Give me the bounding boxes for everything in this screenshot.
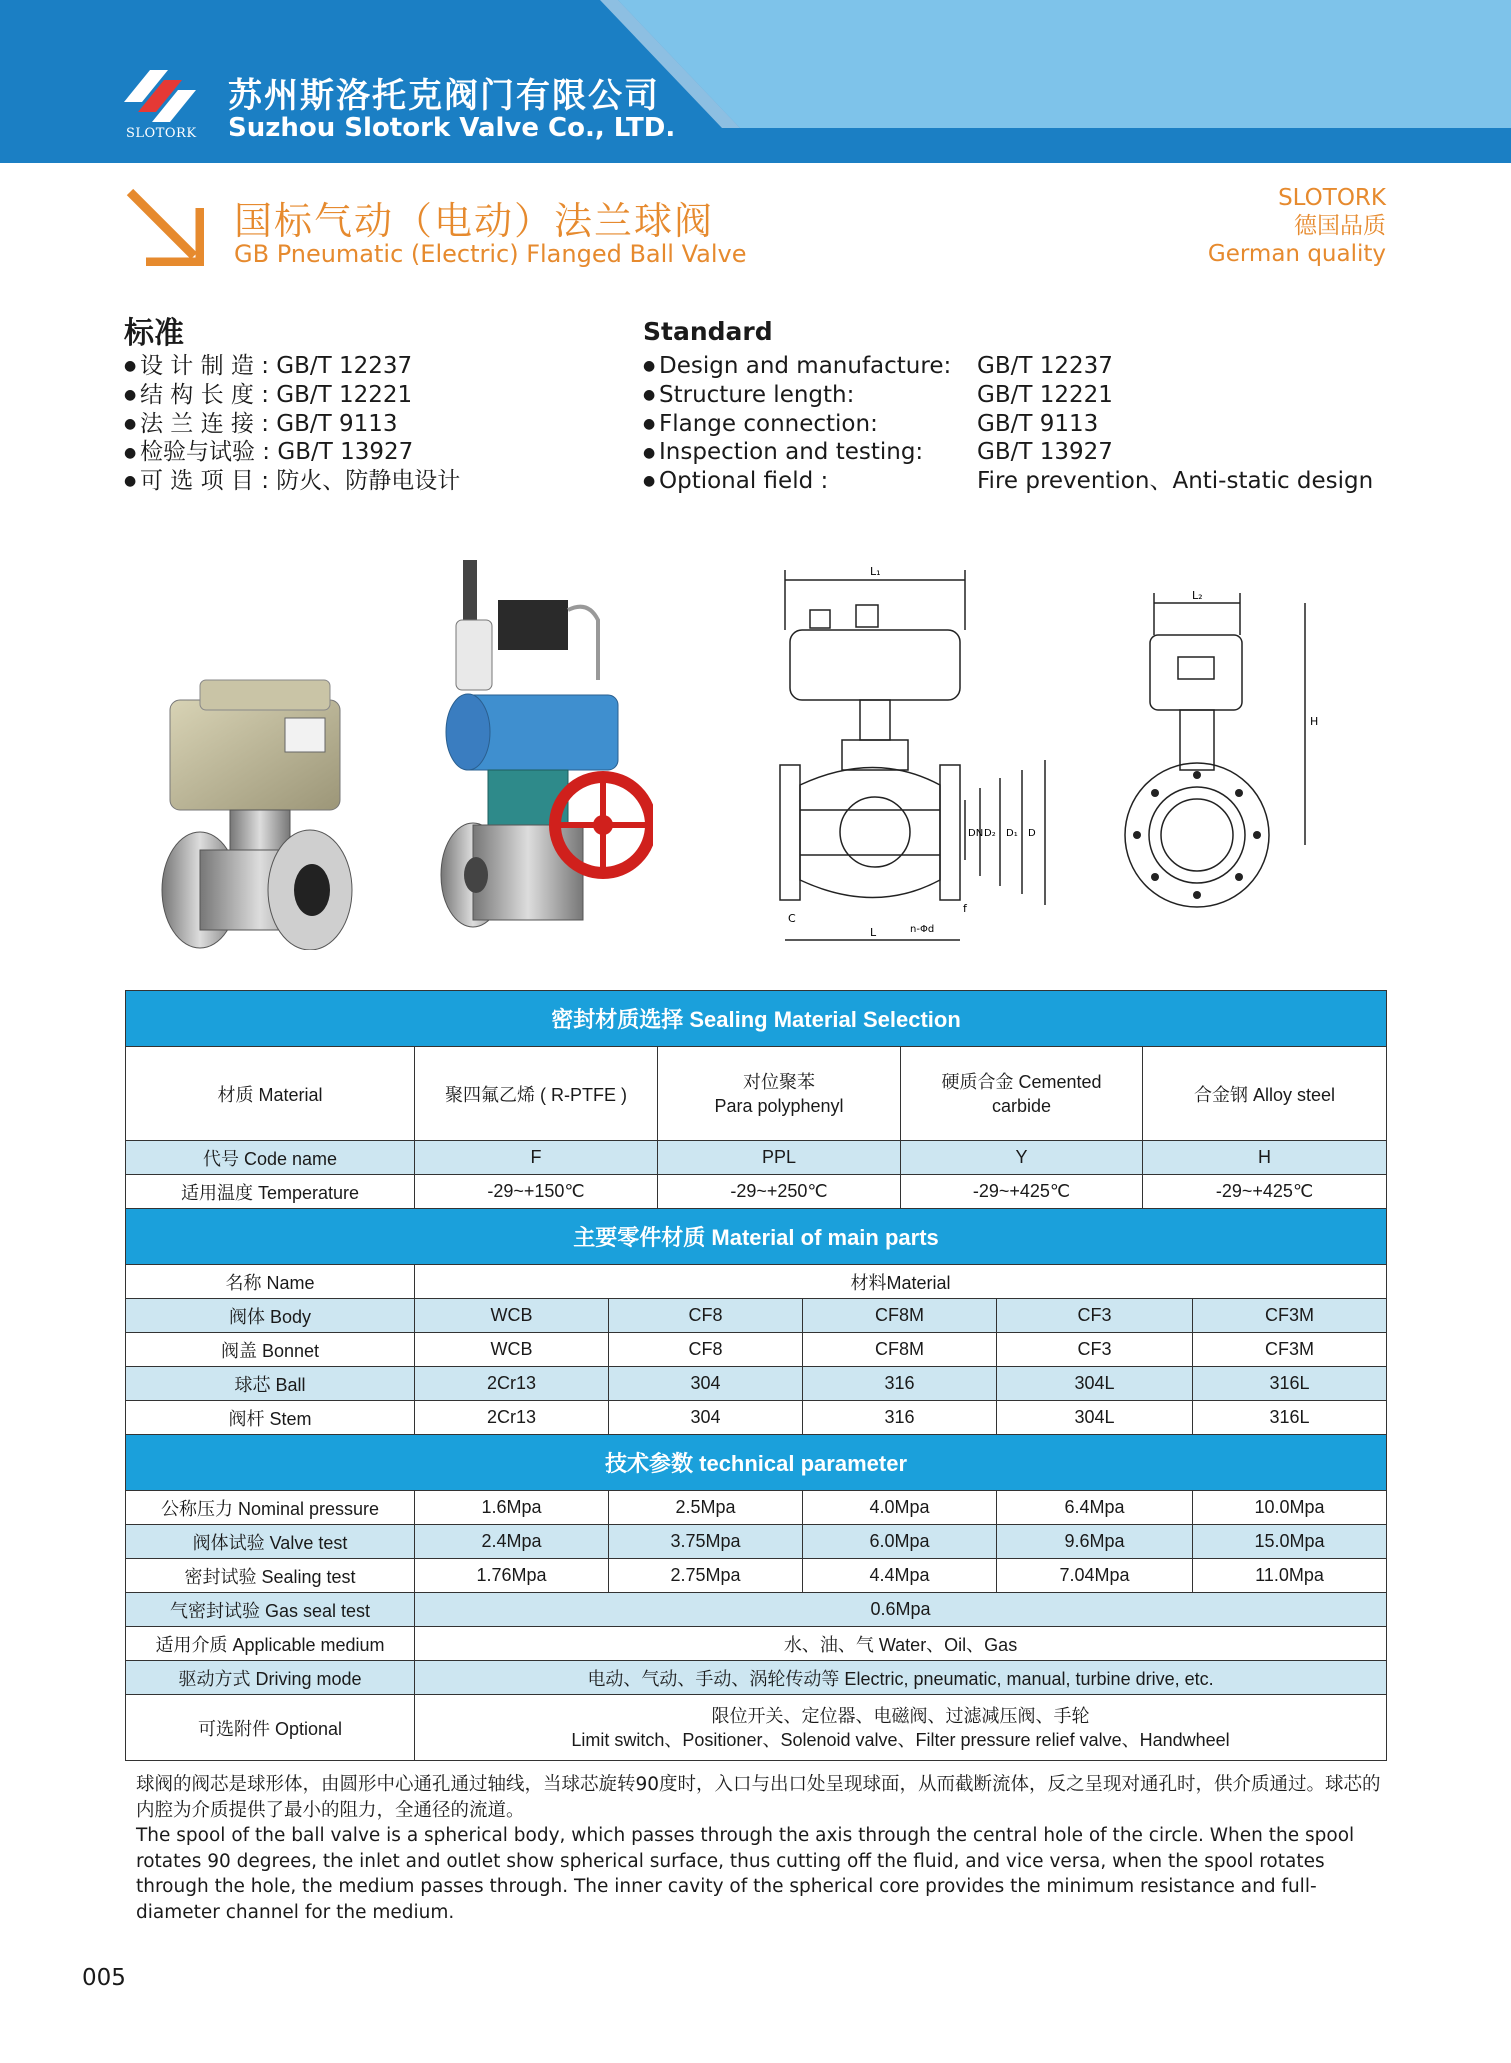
logo-text: SLOTORK: [126, 126, 197, 141]
table-row: [126, 1047, 1387, 1141]
table-cell: WCB: [415, 1299, 609, 1333]
pneumatic-valve-photo: [438, 560, 653, 950]
table-cell: 316L: [1193, 1367, 1387, 1401]
table-cell: 2Cr13: [415, 1401, 609, 1435]
table-cell: CF3: [997, 1299, 1193, 1333]
table-cell: 2.75Mpa: [609, 1559, 803, 1593]
table-row: [126, 1695, 1387, 1761]
brand-quality-cn: 德国品质: [1294, 213, 1386, 239]
table-cell: 316: [803, 1401, 997, 1435]
standard-list-cn: [124, 352, 460, 496]
main-parts-title: 主要零件材质 Material of main parts: [126, 1209, 1387, 1265]
table-cell: 304L: [997, 1401, 1193, 1435]
dim-label-D1: D₁: [1006, 828, 1018, 839]
table-cell: 3.75Mpa: [609, 1525, 803, 1559]
optional-cn: 限位开关、定位器、电磁阀、过滤减压阀、手轮: [711, 1705, 1090, 1726]
table-row: [126, 1661, 1387, 1695]
table-section-header: [126, 1209, 1387, 1265]
table-cell: 阀盖 Bonnet: [126, 1333, 415, 1367]
table-cell: 硬质合金 Cemented carbide: [901, 1047, 1143, 1141]
table-cell: 密封试验 Sealing test: [126, 1559, 415, 1593]
table-cell: 10.0Mpa: [1193, 1491, 1387, 1525]
list-item: ● 可 选 项 目 : 防火、防静电设计: [124, 468, 461, 494]
table-row: [126, 1559, 1387, 1593]
product-title-cn: 国标气动（电动）法兰球阀: [234, 199, 715, 243]
technical-title: 技术参数 technical parameter: [126, 1435, 1387, 1491]
table-cell: 适用温度 Temperature: [126, 1175, 415, 1209]
description-cn: 球阀的阀芯是球形体，由圆形中心通孔通过轴线，当球芯旋转90度时，入口与出口处呈现球面，从而截断流体，反之呈现对通孔时，供介质通过。球芯的内腔为介质提供了最小的阻力，全通径的流道。: [136, 1774, 1381, 1821]
table-cell: 304L: [997, 1367, 1193, 1401]
list-item: ● 结 构 长 度 : GB/T 12221: [124, 381, 413, 408]
dim-label-D: D: [1028, 828, 1036, 839]
dim-label-H: H: [1310, 715, 1319, 728]
brand-block: [1208, 184, 1386, 268]
table-section-header: [126, 1435, 1387, 1491]
brand-quality-en: German quality: [1207, 241, 1386, 267]
table-row: [126, 1627, 1387, 1661]
table-cell: 6.4Mpa: [997, 1491, 1193, 1525]
page-number: 005: [82, 1965, 126, 1991]
table-cell: -29~+425℃: [901, 1175, 1143, 1209]
table-cell: 气密封试验 Gas seal test: [126, 1593, 415, 1627]
table-cell: CF3M: [1193, 1299, 1387, 1333]
description-en: The spool of the ball valve is a spherical body, which passes through the axis through the central hole of the circle. When the spool rotates 90 degrees, the inlet and outlet show spherical surface, thus cutting off the fluid, and vice versa, when the spool rotates through the hole, the medium passes through. The inner cavity of the spherical core provides the minimum resistance and full-diameter channel for the medium.: [136, 1825, 1355, 1923]
table-cell: CF3: [997, 1333, 1193, 1367]
table-cell: Y: [901, 1141, 1143, 1175]
table-cell: 阀杆 Stem: [126, 1401, 415, 1435]
electric-valve-photo: [160, 650, 360, 950]
table-cell: 11.0Mpa: [1193, 1559, 1387, 1593]
table-row: [126, 1525, 1387, 1559]
table-row: [126, 1491, 1387, 1525]
table-row: [126, 1175, 1387, 1209]
company-name-en: Suzhou Slotork Valve Co., LTD.: [228, 113, 676, 143]
table-cell: H: [1143, 1141, 1387, 1175]
table-row: [126, 1333, 1387, 1367]
table-row: [126, 1141, 1387, 1175]
brand-name: SLOTORK: [1278, 185, 1386, 211]
side-view-drawing: [1110, 585, 1340, 955]
table-cell: 2.4Mpa: [415, 1525, 609, 1559]
table-cell: 驱动方式 Driving mode: [126, 1661, 415, 1695]
table-cell: [415, 1695, 1387, 1761]
table-cell: 1.6Mpa: [415, 1491, 609, 1525]
table-cell: 7.04Mpa: [997, 1559, 1193, 1593]
list-item: ● Inspection and testing: GB/T 13927: [643, 439, 1113, 466]
table-cell: PPL: [658, 1141, 901, 1175]
product-title-en: GB Pneumatic (Electric) Flanged Ball Valve: [234, 240, 747, 268]
table-row: [126, 1265, 1387, 1299]
table-cell: -29~+425℃: [1143, 1175, 1387, 1209]
table-cell: 2.5Mpa: [609, 1491, 803, 1525]
table-cell: 4.0Mpa: [803, 1491, 997, 1525]
table-cell: 6.0Mpa: [803, 1525, 997, 1559]
table-cell: 聚四氟乙烯 ( R-PTFE ): [415, 1047, 658, 1141]
table-cell: 名称 Name: [126, 1265, 415, 1299]
optional-en: Limit switch、Positioner、Solenoid valve、Filter pressure relief valve、Handwheel: [571, 1729, 1230, 1750]
dim-label-nphid: n-Φd: [910, 924, 935, 935]
table-cell: -29~+250℃: [658, 1175, 901, 1209]
table-cell: 15.0Mpa: [1193, 1525, 1387, 1559]
table-cell: 1.76Mpa: [415, 1559, 609, 1593]
table-cell: 材质 Material: [126, 1047, 415, 1141]
table-cell: CF8M: [803, 1333, 997, 1367]
orange-arrow-icon: [124, 186, 204, 266]
list-item: ● Structure length: GB/T 12221: [643, 381, 1113, 408]
table-cell: 4.4Mpa: [803, 1559, 997, 1593]
list-item: ● Optional field : Fire prevention、Anti-static design: [643, 468, 1374, 494]
dim-label-DN: DN: [968, 828, 984, 839]
dim-label-L: L: [870, 926, 877, 939]
table-cell: 阀体试验 Valve test: [126, 1525, 415, 1559]
dim-label-L1: L₁: [870, 565, 881, 578]
dim-label-f: f: [963, 902, 967, 915]
table-cell: 0.6Mpa: [415, 1593, 1387, 1627]
table-cell: 304: [609, 1401, 803, 1435]
sealing-title: 密封材质选择 Sealing Material Selection: [126, 991, 1387, 1047]
table-section-header: [126, 991, 1387, 1047]
page-header: [0, 0, 1511, 163]
list-item: ● Flange connection: GB/T 9113: [643, 410, 1099, 437]
table-cell: WCB: [415, 1333, 609, 1367]
table-cell: 材料Material: [415, 1265, 1387, 1299]
list-item: ● 法 兰 连 接 : GB/T 9113: [124, 410, 398, 437]
table-cell: 代号 Code name: [126, 1141, 415, 1175]
standard-title-en: Standard: [643, 317, 773, 346]
table-row: [126, 1593, 1387, 1627]
table-cell: 公称压力 Nominal pressure: [126, 1491, 415, 1525]
table-cell: 对位聚苯 Para polyphenyl: [658, 1047, 901, 1141]
dim-label-D2: D₂: [984, 828, 996, 839]
description: [136, 1772, 1381, 1925]
list-item: ● 设 计 制 造 : GB/T 12237: [124, 353, 413, 379]
table-cell: 适用介质 Applicable medium: [126, 1627, 415, 1661]
table-cell: CF8: [609, 1333, 803, 1367]
table-cell: 电动、气动、手动、涡轮传动等 Electric, pneumatic, manual, turbine drive, etc.: [415, 1661, 1387, 1695]
table-cell: 可选附件 Optional: [126, 1695, 415, 1761]
table-cell: 9.6Mpa: [997, 1525, 1193, 1559]
table-row: [126, 1299, 1387, 1333]
table-cell: CF3M: [1193, 1333, 1387, 1367]
table-cell: F: [415, 1141, 658, 1175]
standard-list-en: [643, 352, 1403, 496]
list-item: ● 检验与试验 : GB/T 13927: [124, 439, 414, 466]
table-cell: 316L: [1193, 1401, 1387, 1435]
table-cell: 球芯 Ball: [126, 1367, 415, 1401]
table-cell: -29~+150℃: [415, 1175, 658, 1209]
table-cell: 2Cr13: [415, 1367, 609, 1401]
table-row: [126, 1367, 1387, 1401]
table-cell: CF8: [609, 1299, 803, 1333]
table-cell: 合金钢 Alloy steel: [1143, 1047, 1387, 1141]
table-cell: 304: [609, 1367, 803, 1401]
table-cell: 阀体 Body: [126, 1299, 415, 1333]
table-row: [126, 1401, 1387, 1435]
dim-label-C: C: [788, 912, 796, 925]
header-background: [0, 0, 1511, 163]
spec-table: [125, 990, 1387, 1761]
table-cell: CF8M: [803, 1299, 997, 1333]
front-section-drawing: [770, 560, 1100, 960]
table-cell: 316: [803, 1367, 997, 1401]
list-item: ● Design and manufacture: GB/T 12237: [643, 353, 1113, 379]
company-name-cn: 苏州斯洛托克阀门有限公司: [228, 76, 660, 116]
standard-title-cn: 标准: [124, 316, 184, 351]
dim-label-L2: L₂: [1192, 589, 1203, 602]
table-cell: 水、油、气 Water、Oil、Gas: [415, 1627, 1387, 1661]
